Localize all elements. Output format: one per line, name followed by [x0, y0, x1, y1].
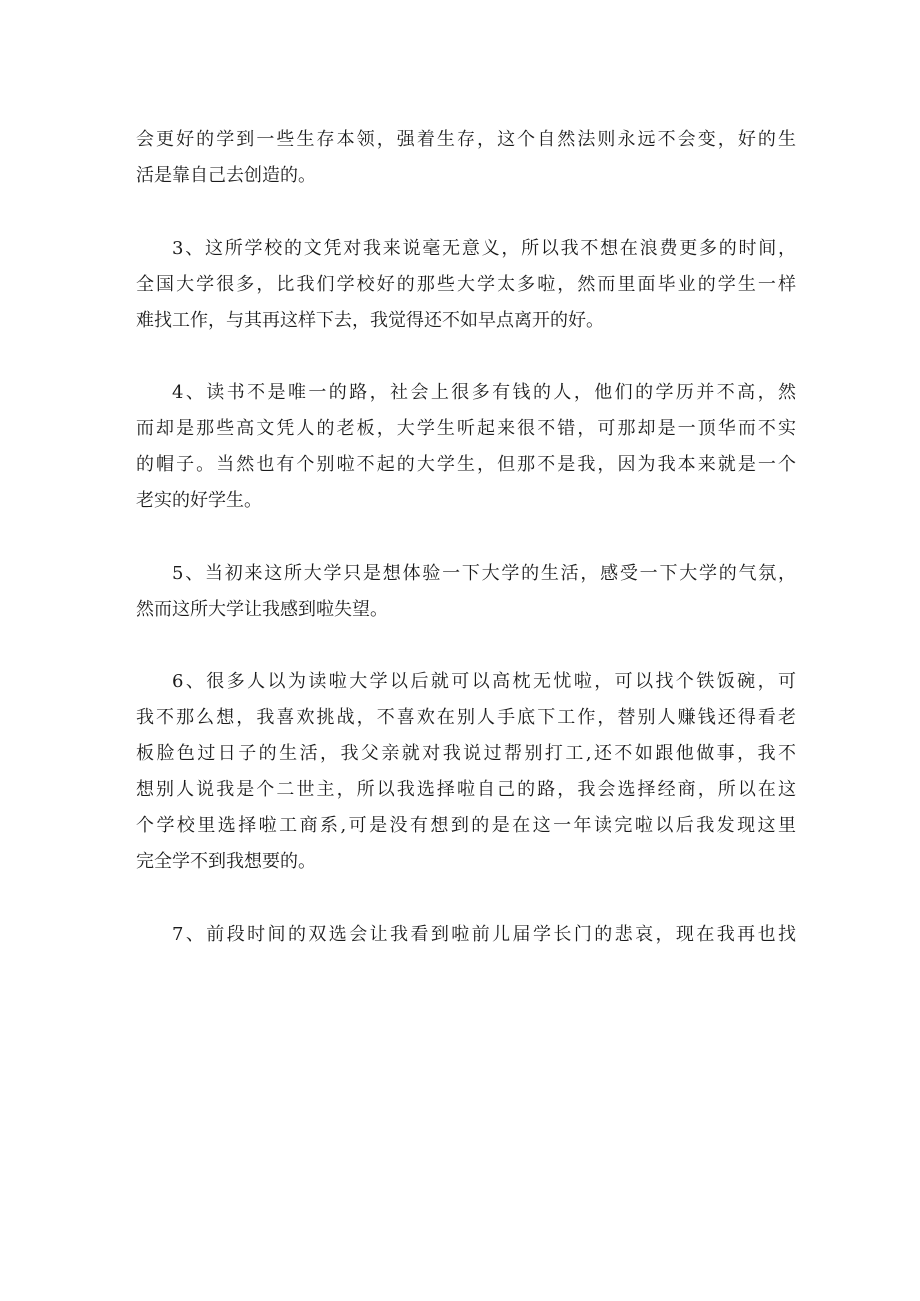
- paragraph-1-line-1: 会更好的学到一些生存本领，强着生存，这个自然法则永远不会变，好的生: [136, 129, 796, 150]
- paragraph-6-line-4: 想别人说我是个二世主，所以我选择啦自己的路，我会选择经商，所以在这: [136, 779, 796, 800]
- paragraph-gap: [136, 880, 796, 917]
- paragraph-5-line-1: 5、当初来这所大学只是想体验一下大学的生活，感受一下大学的气氛，: [172, 562, 796, 584]
- paragraph-3-line-1: 3、这所学校的文凭对我来说毫无意义，所以我不想在浪费更多的时间，: [172, 237, 796, 259]
- paragraph-3-line-3: 难找工作，与其再这样下去，我觉得还不如早点离开的好。: [136, 309, 604, 331]
- paragraph-6-line-5: 个学校里选择啦工商系,可是没有想到的是在这一年读完啦以后我发现这里: [136, 815, 796, 836]
- paragraph-gap: [136, 339, 796, 376]
- paragraph-gap: [136, 628, 796, 665]
- paragraph-6-line-2: 我不那么想，我喜欢挑战，不喜欢在别人手底下工作，替别人赚钱还得看老: [136, 707, 796, 728]
- paragraph-7-line-1: 7、前段时间的双选会让我看到啦前儿届学长门的悲哀，现在我再也找: [172, 923, 796, 945]
- paragraph-3-line-2: 全国大学很多，比我们学校好的那些大学太多啦，然而里面毕业的学生一样: [136, 273, 796, 295]
- paragraph-gap: [136, 519, 796, 556]
- paragraph-6-line-1: 6、很多人以为读啦大学以后就可以高枕无忧啦，可以找个铁饭碗，可: [172, 671, 796, 692]
- paragraph-5-line-2: 然而这所大学让我感到啦失望。: [136, 598, 388, 620]
- paragraph-4-line-1: 4、读书不是唯一的路，社会上很多有钱的人，他们的学历并不高，然: [172, 382, 796, 403]
- paragraph-gap: [136, 194, 796, 231]
- paragraph-6-line-6: 完全学不到我想要的。: [136, 851, 316, 872]
- paragraph-4-line-2: 而却是那些高文凭人的老板，大学生听起来很不错，可那却是一顶华而不实: [136, 418, 796, 439]
- paragraph-4-line-4: 老实的好学生。: [136, 490, 262, 511]
- paragraph-4-line-3: 的帽子。当然也有个别啦不起的大学生，但那不是我，因为我本来就是一个: [136, 454, 796, 475]
- paragraph-1-line-2: 活是靠自己去创造的。: [136, 165, 316, 186]
- paragraph-6-line-3: 板脸色过日子的生活，我父亲就对我说过帮别打工,还不如跟他做事，我不: [136, 743, 796, 764]
- document-body: [136, 122, 796, 953]
